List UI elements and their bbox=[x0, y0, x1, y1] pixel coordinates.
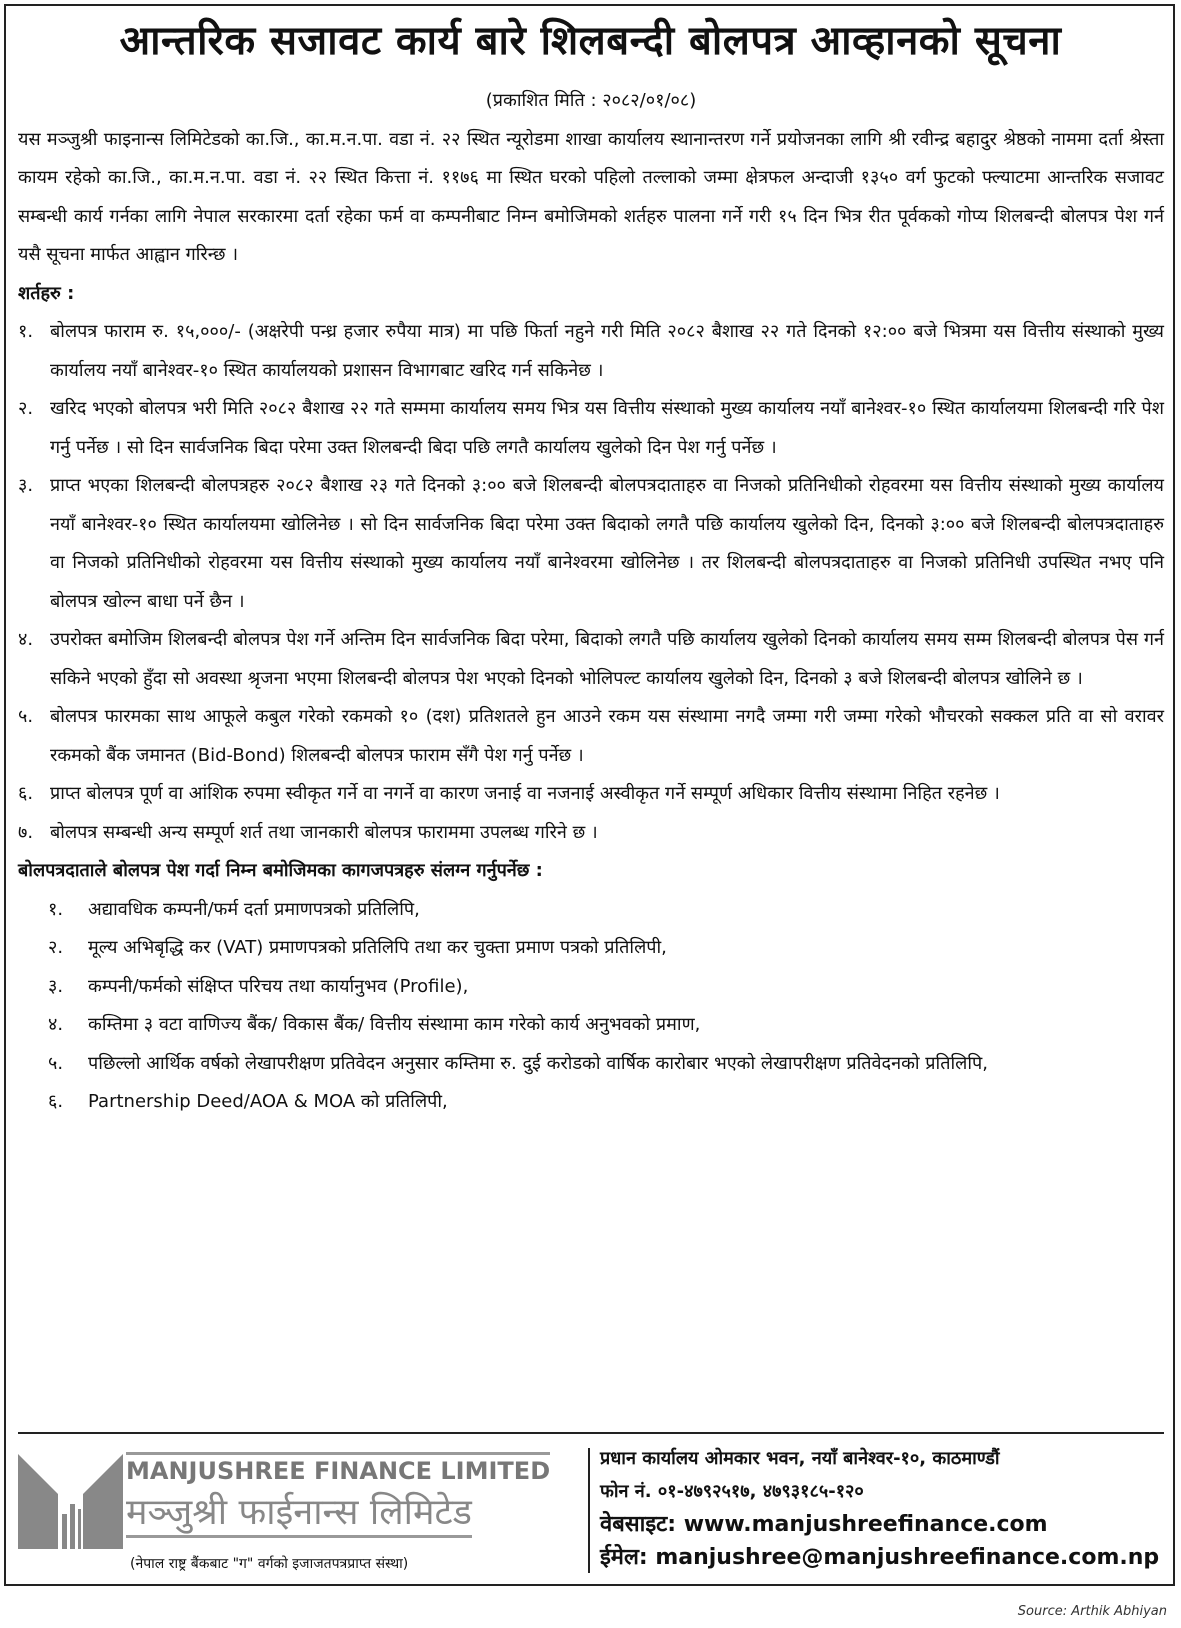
item-number: ६. bbox=[48, 1091, 64, 1112]
website-link[interactable]: वेबसाइट: www.manjushreefinance.com bbox=[600, 1512, 1048, 1537]
documents-list bbox=[18, 891, 1164, 1122]
conditions-list bbox=[18, 313, 1164, 852]
document-item bbox=[18, 1083, 1164, 1122]
item-text: कम्पनी/फर्मको संक्षिप्त परिचय तथा कार्यानुभव (Profile), bbox=[88, 975, 469, 997]
document-item bbox=[18, 1006, 1164, 1045]
item-text: अद्यावधिक कम्पनी/फर्म दर्ता प्रमाणपत्रको प्रतिलिपि, bbox=[88, 898, 420, 920]
item-number: ५. bbox=[18, 706, 34, 727]
condition-item bbox=[18, 621, 1164, 698]
item-text: बोलपत्र सम्बन्धी अन्य सम्पूर्ण शर्त तथा जानकारी बोलपत्र फाराममा उपलब्ध गरिने छ । bbox=[50, 821, 598, 843]
item-number: ४. bbox=[48, 1014, 64, 1035]
item-text: बोलपत्र फाराम रु. १५,०००/- (अक्षरेपी पन्ध्र हजार रुपैया मात्र) मा पछि फिर्ता नहुने गरी मिति २०८२ बैशाख २२ गते दिनको १२:०० बजे भित्रमा यस वित्तीय संस्थाको मुख्य कार्यालय नयाँ बानेश्वर-१० स्थित कार्यालयको प्रशासन विभागबाट खरिद गर्न सकिनेछ । bbox=[50, 321, 1164, 381]
item-number: ७. bbox=[18, 821, 34, 843]
item-text: बोलपत्र फारमका साथ आफूले कबुल गरेको रकमको १० (दश) प्रतिशतले हुन आउने रकम यस संस्थामा नगदै जम्मा गरी जम्मा गरेको भौचरको सक्कल प्रति वा सो वरावर रकमको बैंक जमानत (Bid-Bond) शिलबन्दी बोलपत्र फाराम सँगै पेश गर्नु पर्नेछ । bbox=[50, 706, 1164, 766]
condition-item bbox=[18, 313, 1164, 390]
condition-item bbox=[18, 390, 1164, 467]
item-text: प्राप्त बोलपत्र पूर्ण वा आंशिक रुपमा स्वीकृत गर्ने वा नगर्ने वा कारण जनाई वा नजनाई अस्वीकृत गर्ने सम्पूर्ण अधिकार वित्तीय संस्थामा निहित रहनेछ । bbox=[50, 783, 1000, 804]
logo-mark-icon bbox=[18, 1454, 123, 1549]
item-text: खरिद भएको बोलपत्र भरी मिति २०८२ बैशाख २२ गते सम्ममा कार्यालय समय भित्र यस वित्तीय संस्थाको मुख्य कार्यालय नयाँ बानेश्वर-१० स्थित कार्यालयमा शिलबन्दी गरि पेश गर्नु पर्नेछ । सो दिन सार्वजनिक बिदा परेमा उक्त शिलबन्दी बिदा पछि लगतै कार्यालय खुलेको दिन पेश गर्नु पर्नेछ । bbox=[50, 398, 1164, 458]
item-number: २. bbox=[48, 937, 64, 958]
item-text: उपरोक्त बमोजिम शिलबन्दी बोलपत्र पेश गर्ने अन्तिम दिन सार्वजनिक बिदा परेमा, बिदाको लगतै पछि कार्यालय खुलेको दिनको कार्यालय समय सम्म शिलबन्दी बोलपत्र पेस गर्न सकिने भएको हुँदा सो अवस्था श्रृजना भएमा शिलबन्दी बोलपत्र पेश भएको दिनको भोलिपल्ट कार्यालय खुलेको दिन, दिनको ३ बजे शिलबन्दी बोलपत्र खोलिने छ । bbox=[50, 629, 1164, 689]
condition-item bbox=[18, 698, 1164, 775]
source-credit: Source: Arthik Abhiyan bbox=[1017, 1604, 1167, 1619]
document-item bbox=[18, 891, 1164, 930]
item-number: १. bbox=[48, 898, 64, 920]
logo-text-nepali: मञ्जुश्री फाईनान्स लिमिटेड bbox=[126, 1486, 472, 1538]
intro-paragraph: यस मञ्जुश्री फाइनान्स लिमिटेडको का.जि., का.म.न.पा. वडा नं. २२ स्थित न्यूरोडमा शाखा कार्यालय स्थानान्तरण गर्ने प्रयोजनका लागि श्री रवीन्द्र बहादुर श्रेष्ठको नाममा दर्ता श्रेस्ता कायम रहेको का.जि., का.म.न.पा. वडा नं. २२ स्थित कित्ता नं. ११७६ मा स्थित घरको पहिलो तल्लाको जम्मा क्षेत्रफल अन्दाजी १३५० वर्ग फुटको फ्ल्याटमा आन्तरिक सजावट सम्बन्धी कार्य गर्नका लागि नेपाल सरकारमा दर्ता रहेका फर्म वा कम्पनीबाट निम्न बमोजिमको शर्तहरु पालना गर्ने गरी १५ दिन भित्र रीत पूर्वकको गोप्य शिलबन्दी बोलपत्र पेश गर्न यसै सूचना मार्फत आह्वान गरिन्छ । bbox=[18, 128, 1164, 265]
license-text: (नेपाल राष्ट्र बैंकबाट "ग" वर्गको इजाजतपत्रप्राप्त संस्था) bbox=[130, 1556, 409, 1572]
condition-item bbox=[18, 775, 1164, 814]
document-item bbox=[18, 968, 1164, 1007]
item-number: ५. bbox=[48, 1052, 64, 1074]
item-number: ६. bbox=[18, 783, 34, 804]
email-link[interactable]: ईमेल: manjushree@manjushreefinance.com.np bbox=[600, 1545, 1160, 1570]
item-number: १. bbox=[18, 321, 34, 342]
document-item bbox=[18, 929, 1164, 968]
item-number: ४. bbox=[18, 629, 34, 650]
item-number: ३. bbox=[48, 975, 64, 997]
notice-body bbox=[18, 82, 1164, 1122]
logo-text-english: MANJUSHREE FINANCE LIMITED bbox=[126, 1452, 550, 1485]
documents-heading: बोलपत्रदाताले बोलपत्र पेश गर्दा निम्न बमोजिमका कागजपत्रहरु संलग्न गर्नुपर्नेछ : bbox=[18, 860, 543, 881]
address: प्रधान कार्यालय ओमकार भवन, नयाँ बानेश्वर-१०, काठमाण्डौं bbox=[600, 1448, 1000, 1469]
footer bbox=[18, 1432, 1164, 1584]
item-text: Partnership Deed/AOA & MOA को प्रतिलिपी, bbox=[88, 1091, 448, 1112]
item-text: कम्तिमा ३ वटा वाणिज्य बैंक/ विकास बैंक/ वित्तीय संस्थामा काम गरेको कार्य अनुभवको प्रमाण, bbox=[88, 1014, 701, 1035]
notice-title: आन्तरिक सजावट कार्य बारे शिलबन्दी बोलपत्र आव्हानको सूचना bbox=[119, 18, 1062, 64]
item-text: मूल्य अभिबृद्धि कर (VAT) प्रमाणपत्रको प्रतिलिपि तथा कर चुक्ता प्रमाण पत्रको प्रतिलिपी, bbox=[88, 937, 667, 958]
item-text: प्राप्त भएका शिलबन्दी बोलपत्रहरु २०८२ बैशाख २३ गते दिनको ३:०० बजे शिलबन्दी बोलपत्रदाताहरु वा निजको प्रतिनिधीको रोहवरमा यस वित्तीय संस्थाको मुख्य कार्यालय नयाँ बानेश्वर-१० स्थित कार्यालयमा खोलिनेछ । सो दिन सार्वजनिक बिदा परेमा उक्त बिदाको लगतै पछि कार्यालय खुलेको दिन, दिनको ३:०० बजे शिलबन्दी बोलपत्रदाताहरु वा निजको प्रतिनिधीको रोहवरमा यस वित्तीय संस्थाको मुख्य कार्यालय नयाँ बानेश्वरमा खोलिनेछ । तर शिलबन्दी बोलपत्रदाताहरु वा निजको प्रतिनिधी उपस्थित नभए पनि बोलपत्र खोल्न बाधा पर्ने छैन । bbox=[50, 475, 1164, 612]
item-number: ३. bbox=[18, 475, 34, 496]
divider bbox=[588, 1448, 590, 1573]
contact-info bbox=[600, 1442, 1159, 1574]
condition-item bbox=[18, 814, 1164, 853]
conditions-heading: शर्तहरु : bbox=[18, 282, 75, 304]
company-logo bbox=[18, 1444, 578, 1574]
item-text: पछिल्लो आर्थिक वर्षको लेखापरीक्षण प्रतिवेदन अनुसार कम्तिमा रु. दुई करोडको वार्षिक कारोबार भएको लेखापरीक्षण प्रतिवेदनको प्रतिलिपि, bbox=[88, 1052, 988, 1074]
document-item bbox=[18, 1045, 1164, 1084]
item-number: २. bbox=[18, 398, 34, 419]
phone: फोन नं. ०१-४७९२५१७, ४७९३१८५-१२० bbox=[600, 1481, 864, 1502]
published-date: (प्रकाशित मिति : २०८२/०१/०८) bbox=[485, 90, 697, 111]
condition-item bbox=[18, 467, 1164, 621]
